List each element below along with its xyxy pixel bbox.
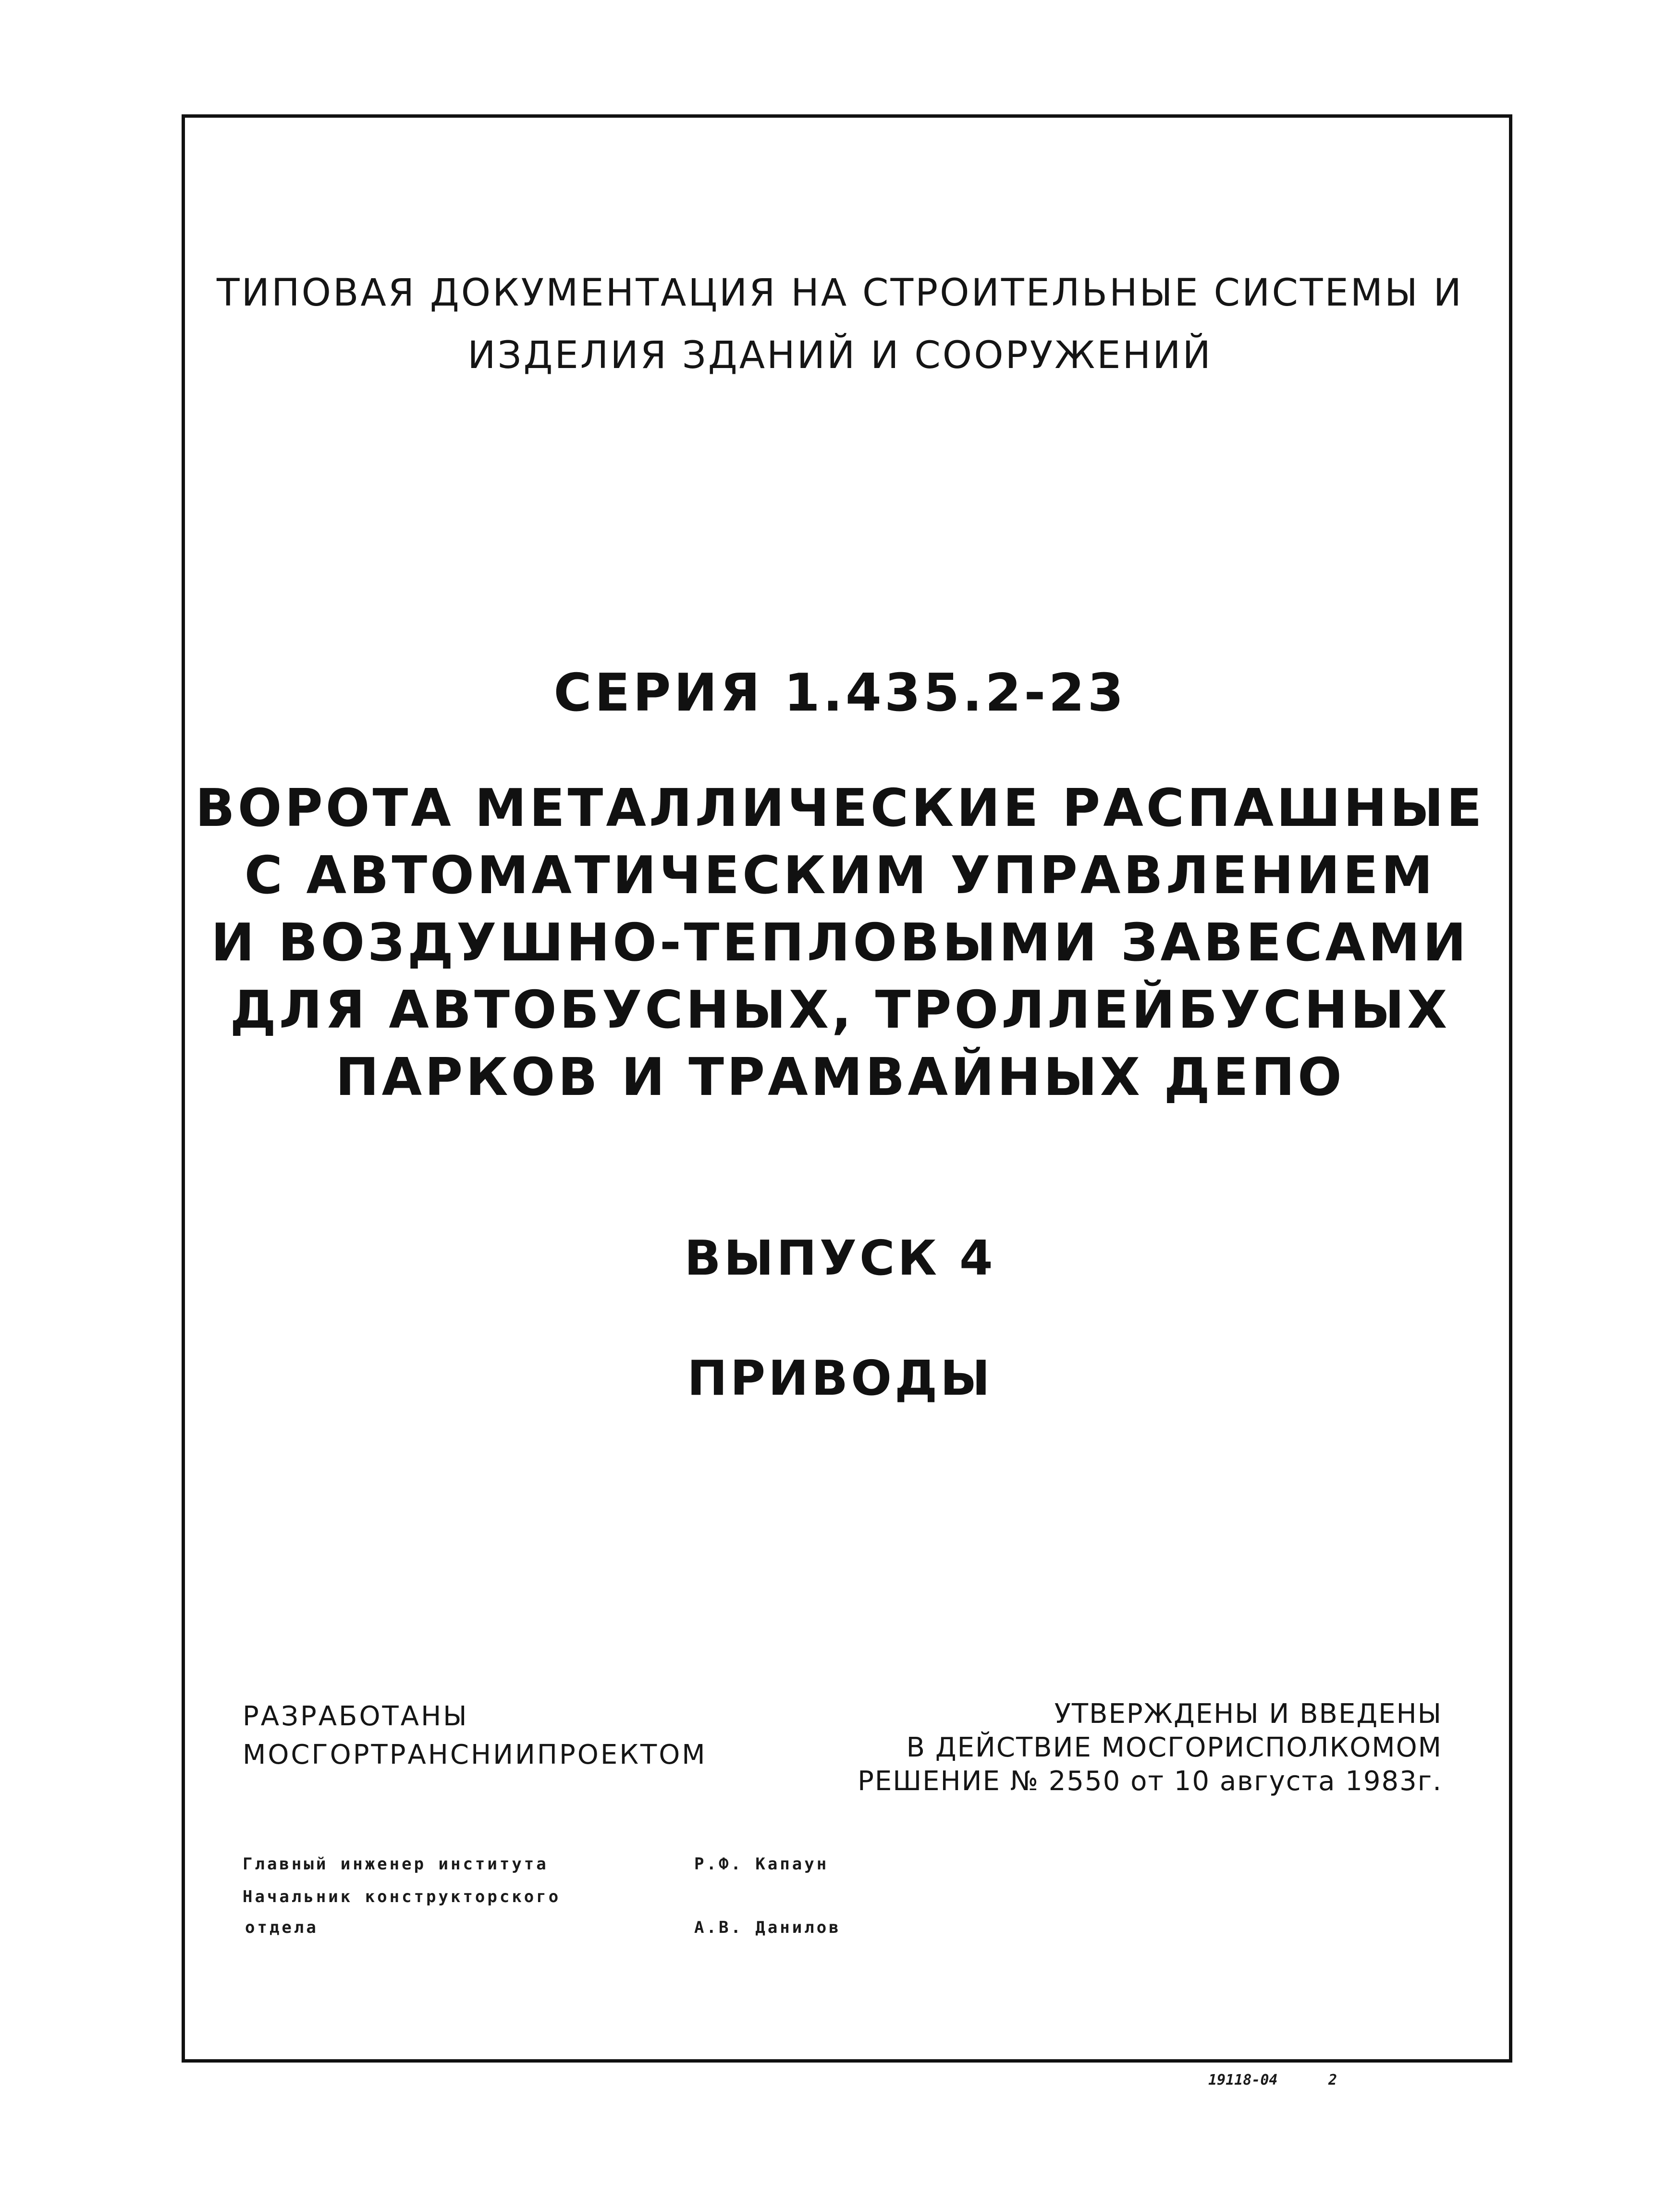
approved-line-2: В ДЕЙСТВИЕ МОСГОРИСПОЛКОМОМ — [906, 1732, 1442, 1763]
title-line-5: ПАРКОВ И ТРАМВАЙНЫХ ДЕПО — [335, 1047, 1345, 1107]
document-code: 19118-04 — [1208, 2072, 1278, 2088]
title-line-4: ДЛЯ АВТОБУСНЫХ, ТРОЛЛЕЙБУСНЫХ — [230, 980, 1450, 1040]
signature-role-2-cont: отдела — [245, 1918, 319, 1937]
approved-decision: РЕШЕНИЕ № 2550 от 10 августа 1983г. — [858, 1766, 1442, 1797]
signature-name-2: А.В. Данилов — [694, 1918, 841, 1937]
header-line-1: ТИПОВАЯ ДОКУМЕНТАЦИЯ НА СТРОИТЕЛЬНЫЕ СИСТЕМЫ И — [216, 271, 1464, 315]
signature-role-1: Главный инженер института — [243, 1855, 549, 1874]
release-number: ВЫПУСК 4 — [684, 1230, 996, 1286]
approved-line-1: УТВЕРЖДЕНЫ И ВВЕДЕНЫ — [1054, 1698, 1442, 1730]
developed-org: МОСГОРТРАНСНИИПРОЕКТОМ — [243, 1739, 707, 1770]
title-line-2: С АВТОМАТИЧЕСКИМ УПРАВЛЕНИЕМ — [244, 846, 1436, 906]
page-number: 2 — [1328, 2072, 1337, 2088]
release-topic: ПРИВОДЫ — [687, 1350, 993, 1406]
signature-name-1: Р.Ф. Капаун — [694, 1855, 829, 1874]
developed-label: РАЗРАБОТАНЫ — [243, 1701, 469, 1732]
title-line-3: И ВОЗДУШНО-ТЕПЛОВЫМИ ЗАВЕСАМИ — [211, 913, 1469, 973]
signature-role-2: Начальник конструкторского — [243, 1887, 561, 1906]
series-title: СЕРИЯ 1.435.2-23 — [553, 663, 1127, 723]
header-line-2: ИЗДЕЛИЯ ЗДАНИЙ И СООРУЖЕНИЙ — [467, 334, 1213, 377]
title-line-1: ВОРОТА МЕТАЛЛИЧЕСКИЕ РАСПАШНЫЕ — [195, 778, 1485, 838]
